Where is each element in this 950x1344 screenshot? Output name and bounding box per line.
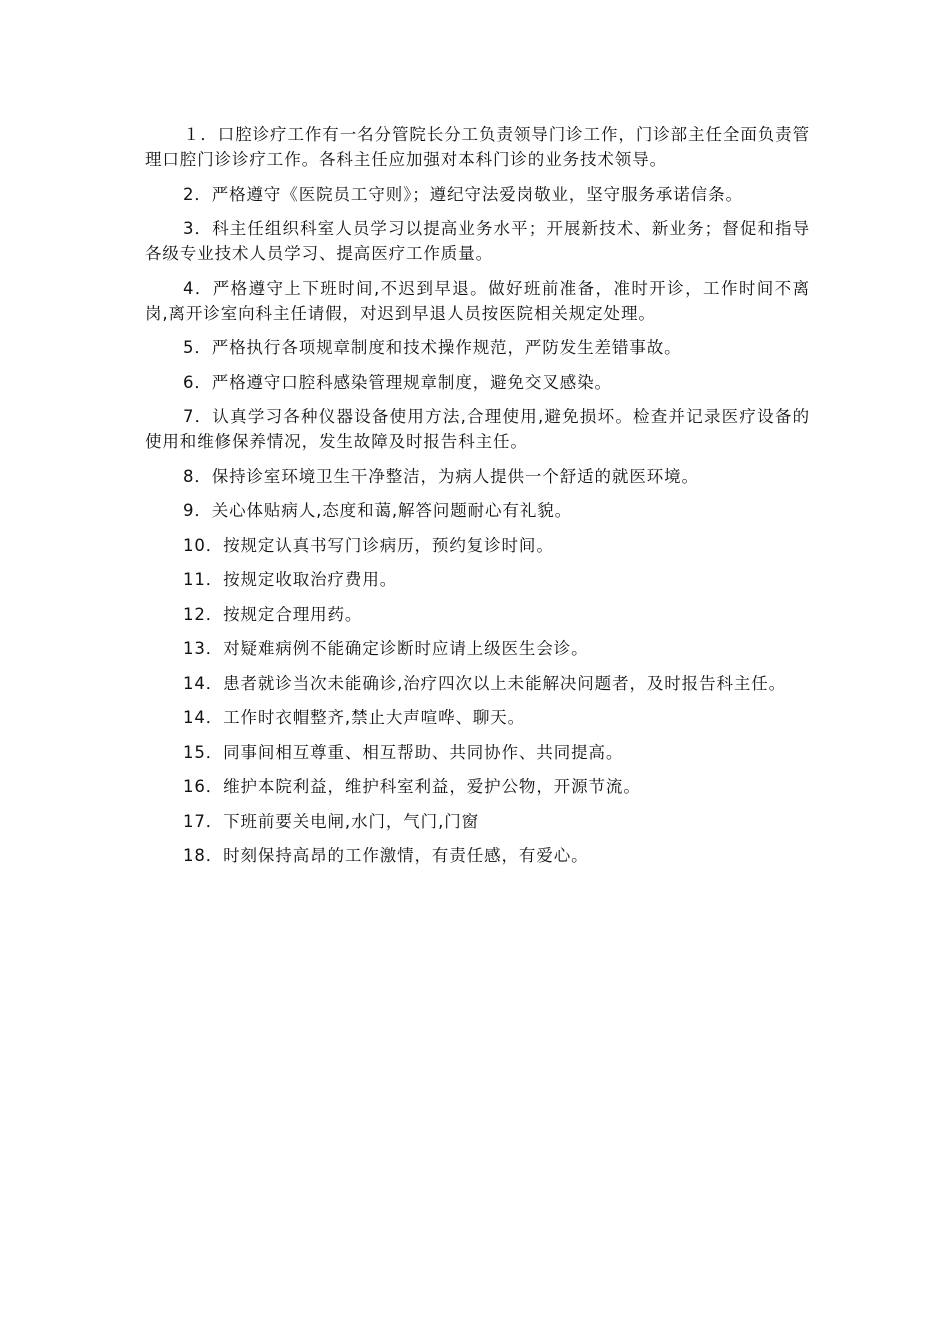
rule-item-2: 2．严格遵守《医院员工守则》；遵纪守法爱岗敬业，坚守服务承诺信条。 <box>182 184 743 204</box>
rule-item-18: 18．时刻保持高昂的工作激情，有责任感，有爱心。 <box>182 846 589 865</box>
regulations-document <box>145 122 810 878</box>
rule-item-16: 16．维护本院利益，维护科室利益，爱护公物，开源节流。 <box>182 777 641 796</box>
rule-item-1: １．口腔诊疗工作有一名分管院长分工负责领导门诊工作，门诊部主任全面负责管理口腔门诊诊疗工作。各科主任应加强对本科门诊的业务技术领导。 <box>145 125 810 169</box>
rule-item-7: 7．认真学习各种仪器设备使用方法,合理使用,避免损坏。检查并记录医疗设备的使用和维修保养情况，发生故障及时报告科主任。 <box>145 407 810 451</box>
rule-item-9: 9．关心体贴病人,态度和蔼,解答问题耐心有礼貌。 <box>182 501 573 520</box>
rule-item-15: 15．同事间相互尊重、相互帮助、共同协作、共同提高。 <box>182 742 624 762</box>
rule-item-10: 10．按规定认真书写门诊病历，预约复诊时间。 <box>182 535 554 555</box>
rule-item-8: 8．保持诊室环境卫生干净整洁，为病人提供一个舒适的就医环境。 <box>182 466 699 486</box>
rule-item-6: 6．严格遵守口腔科感染管理规章制度，避免交叉感染。 <box>182 372 612 392</box>
rule-item-3: 3．科主任组织科室人员学习以提高业务水平；开展新技术、新业务；督促和指导各级专业技术人员学习、提高医疗工作质量。 <box>145 219 810 263</box>
rule-item-17: 17．下班前要关电闸,水门，气门,门窗 <box>182 811 480 831</box>
rule-item-4: 4．严格遵守上下班时间,不迟到早退。做好班前准备，准时开诊，工作时间不离岗,离开诊室向科主任请假，对迟到早退人员按医院相关规定处理。 <box>145 278 810 323</box>
rule-item-14a: 14．患者就诊当次未能确诊,治疗四次以上未能解决问题者，及时报告科主任。 <box>182 673 787 693</box>
rule-item-12: 12．按规定合理用药。 <box>182 604 363 624</box>
rule-item-14b: 14．工作时衣帽整齐,禁止大声喧哗、聊天。 <box>182 708 526 727</box>
rule-item-13: 13．对疑难病例不能确定诊断时应请上级医生会诊。 <box>182 639 589 658</box>
rule-item-5: 5．严格执行各项规章制度和技术操作规范，严防发生差错事故。 <box>182 338 682 357</box>
rule-item-11: 11．按规定收取治疗费用。 <box>182 570 398 589</box>
